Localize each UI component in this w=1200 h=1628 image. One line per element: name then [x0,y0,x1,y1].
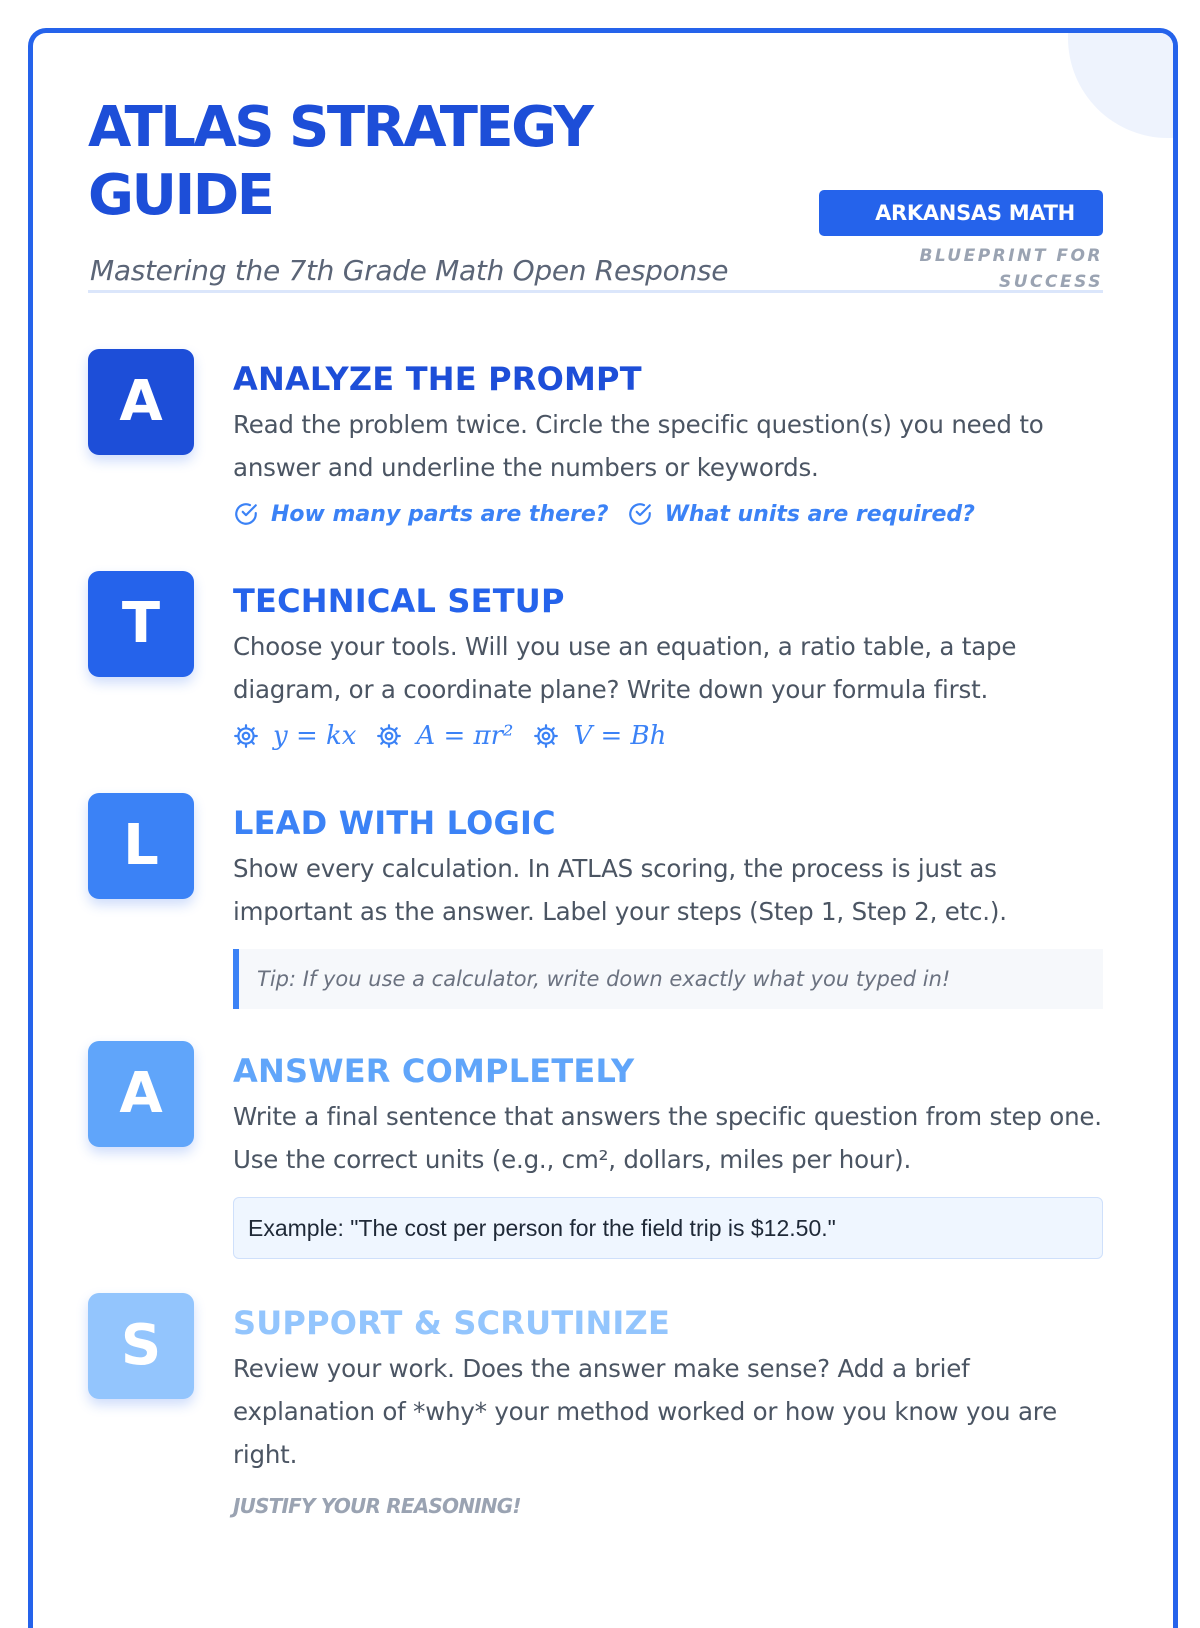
check-item-label: How many parts are there? [271,501,609,527]
strategy-guide-card [28,28,1178,1628]
step-title: ANALYZE THE PROMPT [233,360,642,398]
step-description: Read the problem twice. Circle the specific question(s) you need to answer and underline the numbers or keywords. [233,410,1044,482]
formula-list [233,721,1103,751]
step-letter-box: A [88,349,194,455]
gear-icon [533,723,559,749]
check-circle-icon [233,501,259,527]
badge-tagline: BLUEPRINT FOR SUCCESS [919,246,1103,292]
gear-icon [233,723,259,749]
step-title: LEAD WITH LOGIC [233,804,556,842]
page-subtitle: Mastering the 7th Grade Math Open Response [90,254,729,287]
example-box: Example: "The cost per person for the field trip is $12.50." [233,1197,1103,1259]
subject-badge: ARKANSAS MATH [819,190,1103,236]
formula-text: A = πr² [416,721,514,751]
check-item [627,501,975,527]
step-title: ANSWER COMPLETELY [233,1052,635,1090]
step-letter-box: S [88,1293,194,1399]
step-letter-box: L [88,793,194,899]
step-title: TECHNICAL SETUP [233,582,565,620]
formula-text: y = kx [273,721,357,751]
check-item-label: What units are required? [664,501,975,527]
step-title: SUPPORT & SCRUTINIZE [233,1304,670,1342]
formula-item [533,721,666,751]
formula-item [233,721,356,751]
step-letter-box: T [88,571,194,677]
gear-icon [376,723,402,749]
step-description: Choose your tools. Will you use an equation, a ratio table, a tape diagram, or a coordinate plane? Write down your formula first. [233,632,1017,704]
step-description: Write a final sentence that answers the specific question from step one. Use the correct units (e.g., cm², dollars, miles per hour). [233,1102,1102,1174]
check-item [233,501,609,527]
formula-item [376,721,513,751]
tip-callout: Tip: If you use a calculator, write down exactly what you typed in! [233,949,1103,1009]
check-list [233,501,1103,527]
check-circle-icon [627,501,653,527]
header [88,88,1103,293]
step-description: Show every calculation. In ATLAS scoring, the process is just as important as the answer. Label your steps (Step 1, Step 2, etc.). [233,854,1007,926]
formula-text: V = Bh [573,721,667,751]
justify-note: JUSTIFY YOUR REASONING! [233,1494,521,1518]
page-title: ATLAS STRATEGY GUIDE [88,95,592,228]
step-description: Review your work. Does the answer make sense? Add a brief explanation of *why* your method worked or how you know you are right. [233,1354,1057,1469]
step-letter-box: A [88,1041,194,1147]
